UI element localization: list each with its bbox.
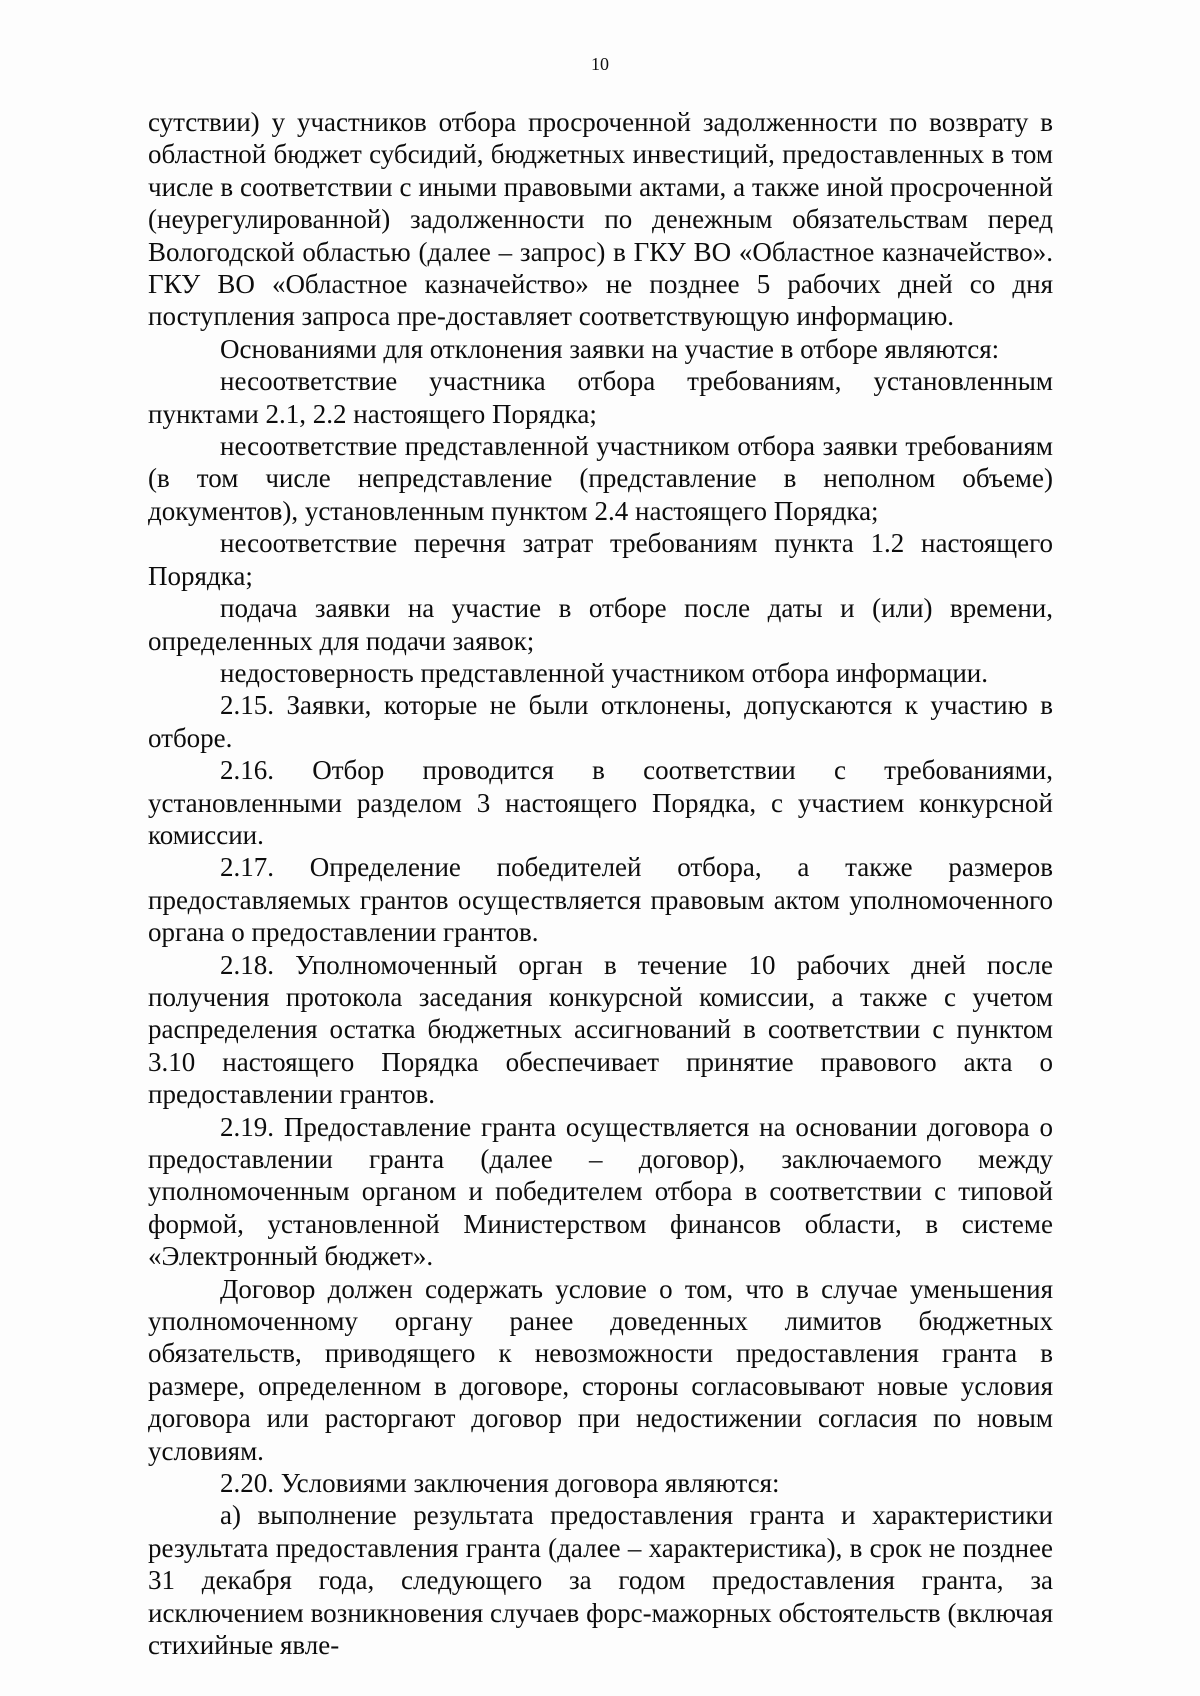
paragraph-clause-2-20-a: а) выполнение результата предоставления гранта и характеристики результата предоставления гранта (далее – характеристика), в срок не позднее 31 декабря года, следующего за годом предоставления гранта, за исключением возникновения случаев форс-мажорных обстоятельств (включая стихийные явле- [148, 1500, 1053, 1661]
paragraph-ground-1: несоответствие участника отбора требованиям, установленным пунктами 2.1, 2.2 настоящего Порядка; [148, 366, 1053, 429]
paragraph-ground-2: несоответствие представленной участником отбора заявки требованиям (в том числе непредставление (представление в неполном объеме) документов), установленным пунктом 2.4 настоящего Порядка; [148, 431, 1053, 526]
paragraph-clause-2-16: 2.16. Отбор проводится в соответствии с требованиями, установленными разделом 3 настоящего Порядка, с участием конкурсной комиссии. [148, 755, 1053, 850]
paragraph-clause-2-15: 2.15. Заявки, которые не были отклонены, допускаются к участию в отборе. [148, 690, 1053, 753]
paragraph-clause-2-20: 2.20. Условиями заключения договора являются: [220, 1468, 780, 1499]
document-body [148, 106, 1053, 1662]
paragraph-ground-5: недостоверность представленной участником отбора информации. [220, 657, 989, 688]
page-number: 10 [591, 54, 609, 74]
paragraph-clause-2-19: 2.19. Предоставление гранта осуществляется на основании договора о предоставлении гранта (далее – договор), заключаемого между уполномоченным органом и победителем отбора в соответствии с типовой формой, установленной Министерством финансов области, в системе «Электронный бюджет». [148, 1111, 1053, 1272]
paragraph-clause-2-18: 2.18. Уполномоченный орган в течение 10 рабочих дней после получения протокола заседания конкурсной комиссии, а также с учетом распределения остатка бюджетных ассигнований в соответствии с пунктом 3.10 настоящего Порядка обеспечивает принятие правового акта о предоставлении грантов. [148, 949, 1053, 1110]
paragraph-contract-condition: Договор должен содержать условие о том, что в случае уменьшения уполномоченному органу ранее доведенных лимитов бюджетных обязательств, приводящего к невозможности предоставления гранта в размере, определенном в договоре, стороны согласовывают новые условия договора или расторгают договор при недостижении согласия по новым условиям. [148, 1273, 1053, 1466]
paragraph-ground-4: подача заявки на участие в отборе после даты и (или) времени, определенных для подачи заявок; [148, 593, 1053, 656]
paragraph-grounds-intro: Основаниями для отклонения заявки на участие в отборе являются: [220, 333, 1000, 364]
paragraph-clause-2-17: 2.17. Определение победителей отбора, а также размеров предоставляемых грантов осуществляется правовым актом уполномоченного органа о предоставлении грантов. [148, 852, 1053, 948]
paragraph-ground-3: несоответствие перечня затрат требованиям пункта 1.2 настоящего Порядка; [148, 528, 1053, 591]
paragraph-continuation: сутствии) у участников отбора просроченной задолженности по возврату в областной бюджет субсидий, бюджетных инвестиций, предоставленных в том числе в соответствии с иными правовыми актами, а также иной просроченной (неурегулированной) задолженности по денежным обязательствам перед Вологодской областью (далее – запрос) в ГКУ ВО «Областное казначейство». ГКУ ВО «Областное казначейство» не позднее 5 рабочих дней со дня поступления запроса пре-доставляет соответствующую информацию. [148, 107, 1053, 332]
